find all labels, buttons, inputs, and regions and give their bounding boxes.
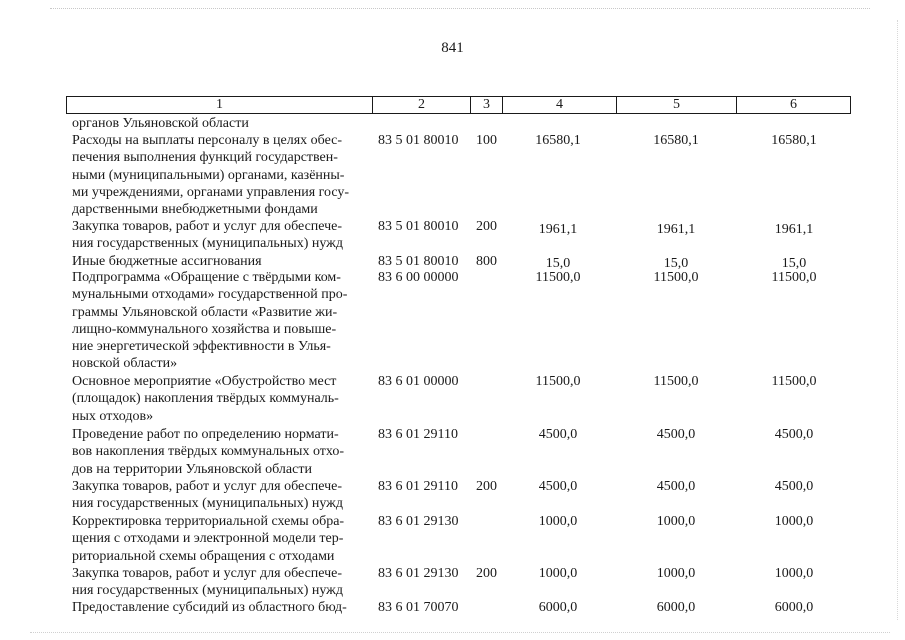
name-line: Корректировка территориальной схемы обра- xyxy=(72,514,345,529)
name-line: Иные бюджетные ассигнования xyxy=(72,254,262,269)
row-value-6: 1961,1 xyxy=(774,222,814,237)
name-line: ния государственных (муниципальных) нужд xyxy=(72,236,343,252)
row-value-4: 1961,1 xyxy=(538,222,578,237)
name-line: Закупка товаров, работ и услуг для обеспече- xyxy=(72,479,343,494)
name-line: Проведение работ по определению нормати- xyxy=(72,427,339,442)
row-value-5: 15,0 xyxy=(663,256,689,271)
row-value-6: 4500,0 xyxy=(774,479,814,494)
row-value-5: 4500,0 xyxy=(656,427,696,442)
row-code: 83 6 01 29110 xyxy=(378,479,458,494)
name-line: ми учреждениями, органами управления госу- xyxy=(72,184,350,200)
row-value-4: 4500,0 xyxy=(538,479,578,494)
name-line: дарственными внебюджетными фондами xyxy=(72,202,318,218)
name-line: лищно-коммунального хозяйства и повыше- xyxy=(72,321,337,337)
row-value-4: 15,0 xyxy=(545,256,571,271)
row-expense-type: 200 xyxy=(476,479,497,494)
row-value-5: 1000,0 xyxy=(656,514,696,529)
row-code: 83 5 01 80010 xyxy=(378,133,459,148)
name-line: Закупка товаров, работ и услуг для обеспече- xyxy=(72,566,343,581)
row-value-6: 16580,1 xyxy=(771,133,817,148)
row-value-4: 11500,0 xyxy=(535,374,581,389)
row-expense-type: 800 xyxy=(476,254,497,269)
row-value-5: 6000,0 xyxy=(656,600,696,615)
table-header-row xyxy=(66,96,851,114)
row-expense-type: 200 xyxy=(476,219,497,234)
name-line: щения с отходами и электронной модели тер- xyxy=(72,531,344,547)
name-line: Основное мероприятие «Обустройство мест xyxy=(72,374,337,389)
name-line: вов накопления твёрдых коммунальных отхо- xyxy=(72,444,345,460)
row-value-4: 16580,1 xyxy=(535,133,581,148)
name-line: Подпрограмма «Обращение с твёрдыми ком- xyxy=(72,270,341,285)
name-line: мунальными отходами» государственной про- xyxy=(72,287,348,303)
name-line: ния государственных (муниципальных) нужд xyxy=(72,496,343,512)
name-line: граммы Ульяновской области «Развитие жи- xyxy=(72,304,338,320)
row-name xyxy=(72,478,368,513)
row-value-5: 16580,1 xyxy=(653,133,699,148)
row-value-4: 4500,0 xyxy=(538,427,578,442)
row-name xyxy=(72,218,368,253)
name-line: органов Ульяновской области xyxy=(72,116,249,131)
row-value-5: 11500,0 xyxy=(653,374,699,389)
row-value-4: 11500,0 xyxy=(535,270,581,285)
name-line: Предоставление субсидий из областного бюд- xyxy=(72,600,347,615)
scan-edge-right xyxy=(897,20,899,620)
name-line: (площадок) накопления твёрдых коммуналь- xyxy=(72,391,339,407)
row-name xyxy=(72,253,368,270)
row-name xyxy=(72,115,368,132)
name-line: дов на территории Ульяновской области xyxy=(72,461,312,477)
name-line: ния государственных (муниципальных) нужд xyxy=(72,583,343,599)
row-value-6: 1000,0 xyxy=(774,566,814,581)
row-value-6: 6000,0 xyxy=(774,600,814,615)
row-expense-type: 100 xyxy=(476,133,497,148)
row-value-6: 4500,0 xyxy=(774,427,814,442)
row-name xyxy=(72,565,368,600)
row-expense-type: 200 xyxy=(476,566,497,581)
name-line: Закупка товаров, работ и услуг для обеспече- xyxy=(72,219,343,234)
row-code: 83 6 01 29110 xyxy=(378,427,458,442)
row-code: 83 6 01 29130 xyxy=(378,566,459,581)
row-code: 83 6 01 70070 xyxy=(378,600,459,615)
column-header-4: 4 xyxy=(503,97,617,113)
row-code: 83 6 01 29130 xyxy=(378,514,459,529)
name-line: печения выполнения функций государствен- xyxy=(72,150,338,166)
row-value-5: 4500,0 xyxy=(656,479,696,494)
name-line: ными (муниципальными) органами, казённы- xyxy=(72,167,345,183)
scan-edge-top xyxy=(50,8,870,10)
page-number: 841 xyxy=(441,40,464,56)
row-value-5: 1000,0 xyxy=(656,566,696,581)
row-value-5: 11500,0 xyxy=(653,270,699,285)
row-code: 83 6 00 00000 xyxy=(378,270,459,285)
row-value-4: 6000,0 xyxy=(538,600,578,615)
column-header-5: 5 xyxy=(617,97,737,113)
name-line: риториальной схемы обращения с отходами xyxy=(72,548,335,564)
row-value-4: 1000,0 xyxy=(538,514,578,529)
name-line: ние энергетической эффективности в Улья- xyxy=(72,339,331,355)
column-header-3: 3 xyxy=(471,97,503,113)
column-header-6: 6 xyxy=(790,97,797,112)
row-name xyxy=(72,513,368,565)
row-code: 83 5 01 80010 xyxy=(378,219,459,234)
row-name xyxy=(72,269,368,373)
column-header-1: 1 xyxy=(67,97,373,113)
row-value-6: 15,0 xyxy=(781,256,807,271)
row-value-5: 1961,1 xyxy=(656,222,696,237)
column-header-2: 2 xyxy=(373,97,471,113)
row-value-6: 11500,0 xyxy=(771,374,817,389)
scan-edge-bottom xyxy=(30,632,890,634)
name-line: новской области» xyxy=(72,356,178,372)
name-line: ных отходов» xyxy=(72,408,154,424)
row-code: 83 5 01 80010 xyxy=(378,254,459,269)
row-value-6: 1000,0 xyxy=(774,514,814,529)
row-code: 83 6 01 00000 xyxy=(378,374,459,389)
row-name xyxy=(72,599,368,616)
row-name xyxy=(72,373,368,425)
row-value-6: 11500,0 xyxy=(771,270,817,285)
row-name xyxy=(72,132,368,218)
row-value-4: 1000,0 xyxy=(538,566,578,581)
name-line: Расходы на выплаты персоналу в целях обес- xyxy=(72,133,343,148)
row-name xyxy=(72,426,368,478)
